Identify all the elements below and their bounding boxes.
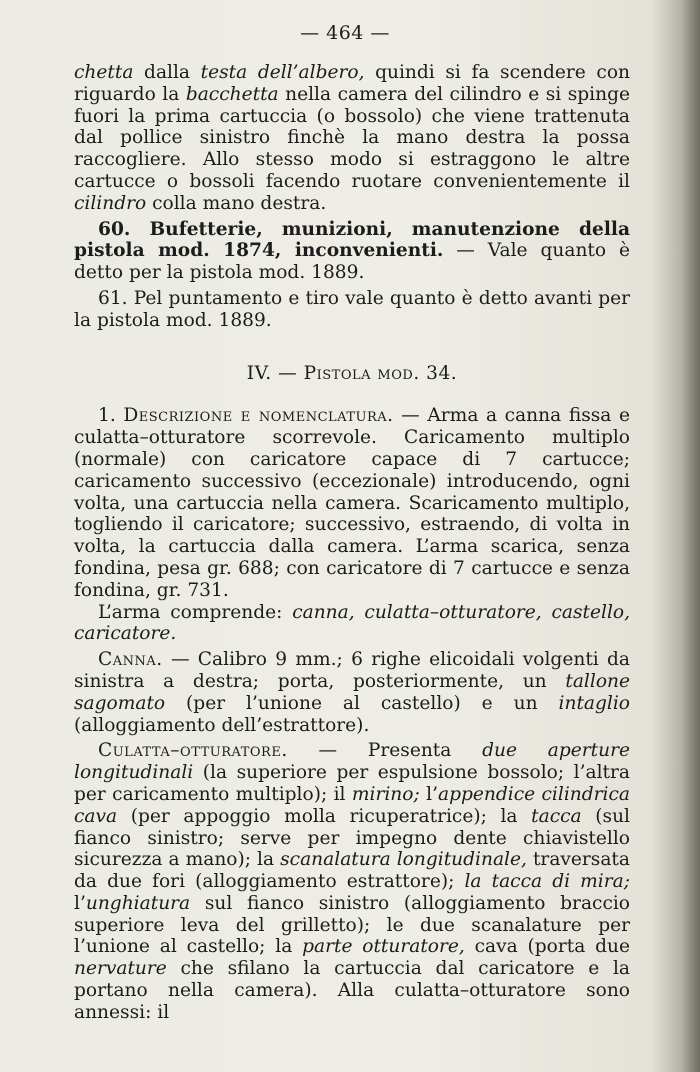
italic-term: bacchetta (185, 83, 279, 105)
paragraph-heading: Canna. (98, 649, 163, 671)
italic-term: unghiatura (85, 892, 191, 914)
italic-term: testa dell’albero, (200, 62, 365, 83)
paragraph-descrizione: 1. Descrizione e nomenclatura. — Arma a canna fissa e culatta–otturatore scorrevole. Caricamento multiplo (normale) con caricatore capace di 7 cartucce; caricamento successivo (eccezionale) introducendo, ogni volta, una cartuccia nella camera. Scaricamento multiplo, togliendo il caricatore; successivo, estraendo, di volta in volta, la cartuccia dalla camera. L’arma scarica, senza fondina, pesa gr. 688; con caricatore di 7 cartucce e senza fondina, gr. 731. (74, 405, 630, 601)
italic-term: chetta (74, 62, 134, 83)
paragraph-culatta: Culatta–otturatore. — Presenta due aperture longitudinali (la superiore per espulsione bossolo; l’altra per caricamento multiplo); il mirino; l’appendice cilindrica cava (per appoggio molla ricuperatrice); la tacca (sul fianco sinistro; serve per impegno dente chiavistello sicurezza a mano); la scanalatura longitudinale, traversata da due fori (alloggiamento estrattore); la tacca di mira; l’unghiatura sul fianco sinistro (alloggiamento braccio superiore leva del grilletto); le due scanalature per l’unione al castello; la parte otturatore, cava (porta due nervature che sfilano la cartuccia dal caricatore e la portano nella camera). Alla culatta–otturatore sono annessi: il (74, 740, 630, 1023)
italic-term: tallone sagomato (74, 670, 630, 714)
section-title: IV. — Pistola mod. 34. (246, 362, 458, 384)
italic-term: cilindro (74, 192, 147, 214)
italic-term: intaglio (558, 692, 630, 714)
page-body (74, 62, 630, 1024)
italic-term: mirino; (351, 783, 420, 805)
paragraph-heading: Culatta–otturatore. (98, 740, 288, 762)
italic-term: nervature (74, 958, 167, 980)
paragraph-60-heading: 60. Bufetterie, munizioni, manutenzione della pistola mod. 1874, inconvenienti. (74, 218, 630, 262)
italic-term: appendice cilindrica cava (74, 783, 630, 827)
paragraph-heading: Descrizione e nomenclatura. (123, 405, 394, 427)
paragraph-continuation: chetta dalla testa dell’albero, quindi si fa scendere con riguardo la bacchetta nella camera del cilindro e si spinge fuori la prima cartuccia (o bossolo) che viene trattenuta dal pollice sinistro finchè la mano destra la possa raccogliere. Allo stesso modo si estraggono le altre cartucce o bossoli facendo ruotare convenientemente il cilindro colla mano destra. (74, 62, 630, 214)
paragraph-61: 61. Pel puntamento e tiro vale quanto è detto avanti per la pistola mod. 1889. (74, 287, 630, 331)
italic-term: due aperture longitudinali (74, 740, 630, 784)
paragraph-canna: Canna. — Calibro 9 mm.; 6 righe elicoidali volgenti da sinistra a destra; porta, posteriormente, un tallone sagomato (per l’unione al castello) e un intaglio (alloggiamento dell’estrattore). (74, 649, 630, 736)
italic-term: la tacca di mira; (464, 871, 630, 893)
italic-term: parte otturatore, (302, 936, 465, 958)
paragraph-componenti: L’arma comprende: canna, culatta–otturatore, castello, caricatore. (74, 601, 630, 645)
paragraph-60: 60. Bufetterie, munizioni, manutenzione della pistola mod. 1874, inconvenienti. — Vale quanto è detto per la pistola mod. 1889. (74, 218, 631, 284)
page-edge-shadow (682, 0, 700, 1072)
italic-term: tacca (531, 805, 582, 827)
italic-term: canna, culatta–otturatore, castello, caricatore. (74, 601, 630, 645)
italic-term: scanalatura longitudinale, (280, 849, 527, 871)
page-number: — 464 — (300, 22, 390, 44)
